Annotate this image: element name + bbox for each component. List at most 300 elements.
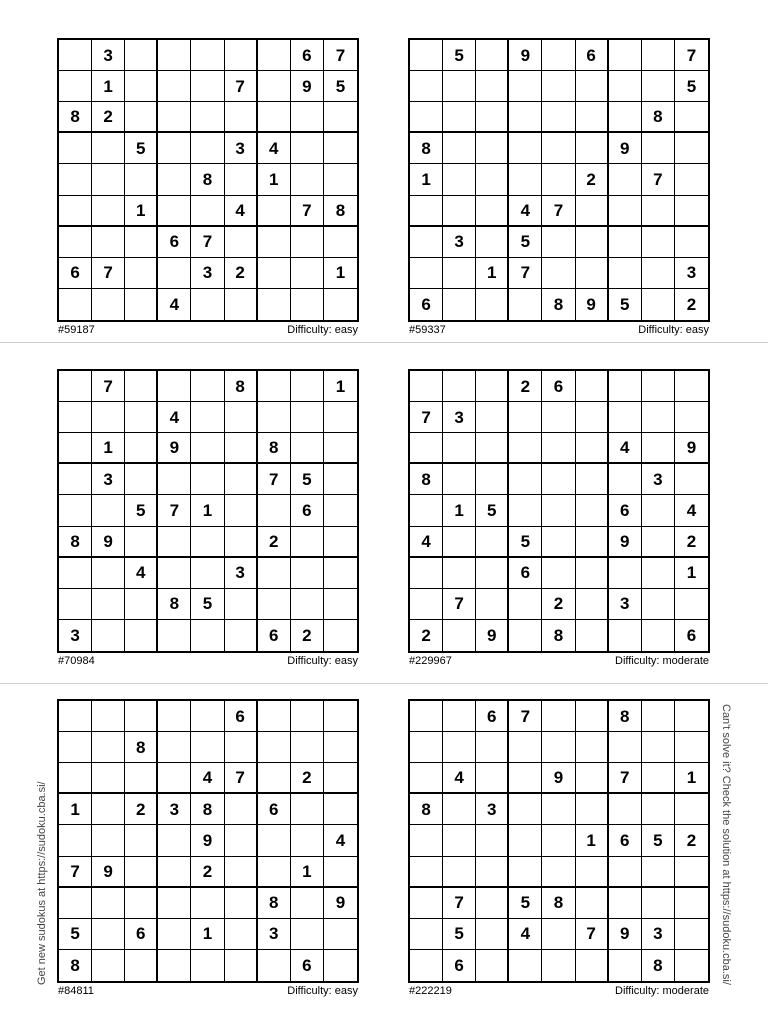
sudoku-cell [642,133,675,164]
sudoku-cell [576,527,609,558]
sudoku-cell [576,258,609,289]
sudoku-cell [158,102,191,133]
sudoku-cell [476,71,509,102]
sudoku-cell [59,40,92,71]
sudoku-cell [158,620,191,651]
sudoku-cell [476,825,509,856]
sudoku-cell: 8 [410,464,443,495]
sudoku-cell [59,133,92,164]
sudoku-cell [542,433,575,464]
sudoku-cell [258,196,291,227]
sudoku-cell [576,102,609,133]
sudoku-cell [158,558,191,589]
sudoku-cell [476,371,509,402]
sudoku-cell [542,495,575,526]
puzzle-id: #59187 [58,324,95,336]
sudoku-cell [59,732,92,763]
sudoku-cell [291,589,324,620]
sudoku-cell [191,527,224,558]
sudoku-cell [509,794,542,825]
sudoku-cell: 1 [324,258,357,289]
sudoku-cell: 7 [509,258,542,289]
sudoku-puzzle-4 [408,369,710,667]
sudoku-cell [443,732,476,763]
sudoku-cell: 6 [291,495,324,526]
sudoku-cell [542,857,575,888]
sudoku-cell: 1 [191,495,224,526]
sudoku-cell: 9 [92,527,125,558]
sudoku-cell [92,495,125,526]
sudoku-cell: 3 [642,464,675,495]
sudoku-cell [576,558,609,589]
sudoku-cell [509,464,542,495]
sudoku-cell: 7 [609,763,642,794]
sudoku-cell: 5 [59,919,92,950]
sudoku-cell [191,620,224,651]
sudoku-cell [476,888,509,919]
sudoku-cell [410,888,443,919]
sudoku-cell: 9 [542,763,575,794]
sudoku-cell [125,888,158,919]
sudoku-cell: 8 [324,196,357,227]
sudoku-cell: 7 [92,371,125,402]
sudoku-cell [576,71,609,102]
sudoku-cell [675,950,708,981]
sudoku-cell: 1 [675,558,708,589]
sudoku-cell [158,919,191,950]
sudoku-cell: 9 [609,133,642,164]
sudoku-cell [191,732,224,763]
sudoku-cell [443,558,476,589]
sudoku-cell [225,589,258,620]
sudoku-cell [291,558,324,589]
sudoku-cell: 3 [92,40,125,71]
sudoku-cell [476,433,509,464]
sudoku-cell [191,40,224,71]
sudoku-cell [476,763,509,794]
sudoku-cell [59,71,92,102]
sudoku-cell [609,40,642,71]
sudoku-cell: 2 [576,164,609,195]
sudoku-cell [576,701,609,732]
sudoku-cell [542,919,575,950]
puzzle-id: #84811 [58,985,94,997]
sudoku-cell [476,196,509,227]
sudoku-cell [125,464,158,495]
sudoku-cell [609,620,642,651]
sudoku-cell [509,825,542,856]
sudoku-cell [642,701,675,732]
sudoku-cell [158,464,191,495]
puzzle-footer [408,655,710,667]
sudoku-cell: 2 [509,371,542,402]
sudoku-cell [410,558,443,589]
sudoku-cell: 3 [476,794,509,825]
sudoku-cell: 4 [509,196,542,227]
sudoku-cell [542,133,575,164]
sudoku-cell [191,289,224,320]
sudoku-cell [642,589,675,620]
sudoku-cell: 6 [410,289,443,320]
sudoku-cell: 6 [686,625,697,645]
sudoku-cell [59,402,92,433]
sudoku-cell [191,433,224,464]
sudoku-cell: 7 [675,40,708,71]
sudoku-cell [324,919,357,950]
sudoku-cell: 6 [291,40,324,71]
sudoku-cell [609,371,642,402]
sudoku-cell: 8 [125,732,158,763]
sudoku-cell: 1 [576,825,609,856]
sudoku-cell [125,258,158,289]
sudoku-cell: 3 [443,402,476,433]
sudoku-cell [476,402,509,433]
sudoku-cell [191,196,224,227]
sudoku-cell [158,71,191,102]
sudoku-cell [642,620,675,651]
sudoku-cell [509,71,542,102]
sudoku-cell [542,102,575,133]
sudoku-cell [410,227,443,258]
sudoku-cell [158,371,191,402]
sudoku-cell [125,527,158,558]
sudoku-cell [576,589,609,620]
sudoku-cell [291,732,324,763]
sudoku-cell: 6 [443,950,476,981]
sudoku-cell: 4 [258,133,291,164]
sudoku-cell: 5 [509,527,542,558]
sudoku-cell: 9 [191,825,224,856]
sudoku-grid [408,38,710,322]
sudoku-cell: 8 [158,589,191,620]
sudoku-cell [191,888,224,919]
sudoku-cell: 7 [542,196,575,227]
sudoku-cell: 8 [410,133,443,164]
sudoku-cell [675,464,708,495]
sudoku-cell [191,701,224,732]
sudoku-cell [291,527,324,558]
sudoku-cell: 3 [225,133,258,164]
sudoku-cell: 7 [92,258,125,289]
sudoku-cell: 2 [675,527,708,558]
sudoku-cell [324,464,357,495]
sudoku-cell: 8 [59,950,92,981]
sudoku-cell [158,825,191,856]
puzzle-difficulty: Difficulty: easy [287,655,358,667]
sudoku-cell: 6 [258,620,291,651]
sudoku-cell [410,196,443,227]
sudoku-cell [410,40,443,71]
sudoku-cell [410,433,443,464]
sudoku-puzzle-3 [57,369,359,667]
sudoku-cell [125,227,158,258]
sudoku-cell [125,825,158,856]
sudoku-cell [225,620,258,651]
sudoku-cell [576,495,609,526]
sudoku-cell [476,919,509,950]
sudoku-cell [158,164,191,195]
sudoku-cell: 5 [125,495,158,526]
sudoku-cell [642,40,675,71]
sudoku-cell [443,857,476,888]
puzzle-id: #70984 [58,655,95,667]
sudoku-cell [642,558,675,589]
sudoku-puzzle-1 [57,38,359,336]
sudoku-cell [542,71,575,102]
sudoku-cell [158,133,191,164]
sudoku-cell [92,196,125,227]
sudoku-cell [191,102,224,133]
sudoku-cell [59,433,92,464]
puzzle-footer [408,985,710,997]
sudoku-cell [291,888,324,919]
sudoku-cell [576,133,609,164]
sudoku-cell [675,164,708,195]
sudoku-cell: 7 [410,402,443,433]
sudoku-cell [92,919,125,950]
sudoku-cell: 7 [59,857,92,888]
puzzle-difficulty: Difficulty: moderate [615,655,709,667]
sudoku-cell [542,527,575,558]
sudoku-cell [609,164,642,195]
sudoku-cell [92,402,125,433]
puzzle-difficulty: Difficulty: easy [638,324,709,336]
sudoku-cell [291,102,324,133]
sudoku-cell: 4 [443,763,476,794]
sudoku-cell: 8 [258,888,291,919]
puzzle-footer [57,324,359,336]
sudoku-cell: 7 [324,40,357,71]
sudoku-cell: 6 [609,825,642,856]
sudoku-cell: 6 [125,919,158,950]
sudoku-cell [258,857,291,888]
sudoku-cell [125,164,158,195]
sudoku-cell [258,71,291,102]
sudoku-cell [258,495,291,526]
sudoku-cell [158,196,191,227]
sudoku-cell [542,558,575,589]
sudoku-cell [410,825,443,856]
sudoku-cell: 2 [258,527,291,558]
sudoku-cell [59,888,92,919]
sudoku-cell [291,289,324,320]
sudoku-cell [576,433,609,464]
sudoku-cell [609,402,642,433]
sudoku-cell: 4 [158,289,191,320]
sudoku-cell [59,589,92,620]
sudoku-cell [609,464,642,495]
sudoku-cell [443,71,476,102]
sudoku-grid [408,699,710,983]
sudoku-cell: 5 [291,464,324,495]
sudoku-cell [509,495,542,526]
separator-line [0,342,768,343]
sudoku-cell: 7 [225,763,258,794]
sudoku-cell [576,402,609,433]
sudoku-cell: 6 [158,227,191,258]
sudoku-cell [609,196,642,227]
sudoku-cell [324,950,357,981]
sudoku-cell [642,794,675,825]
sudoku-cell [258,289,291,320]
sudoku-cell [443,620,476,651]
sudoku-cell: 7 [225,71,258,102]
sudoku-cell [443,102,476,133]
sudoku-cell: 5 [476,495,509,526]
sudoku-cell: 1 [92,71,125,102]
sudoku-cell [225,888,258,919]
sudoku-cell [125,102,158,133]
sudoku-cell: 4 [125,558,158,589]
sudoku-cell: 6 [59,258,92,289]
sudoku-cell: 7 [509,701,542,732]
sudoku-cell [642,71,675,102]
sudoku-cell [476,102,509,133]
sudoku-cell [675,133,708,164]
sudoku-cell [509,763,542,794]
sudoku-cell [410,371,443,402]
sudoku-cell [59,196,92,227]
sudoku-cell: 3 [191,258,224,289]
sudoku-cell [609,71,642,102]
sudoku-cell [576,464,609,495]
sudoku-cell [324,558,357,589]
sudoku-cell: 7 [291,196,324,227]
side-note-right: Can't solve it? Check the solution at https://sudoku.cba.si/ [720,704,732,985]
sudoku-cell [291,402,324,433]
sudoku-cell: 9 [675,433,708,464]
sudoku-cell: 5 [609,289,642,320]
sudoku-cell [158,527,191,558]
sudoku-cell [509,857,542,888]
sudoku-cell: 7 [642,164,675,195]
sudoku-cell: 2 [225,258,258,289]
sudoku-cell [59,825,92,856]
sudoku-cell: 6 [291,950,324,981]
sudoku-cell [324,527,357,558]
sudoku-cell [225,289,258,320]
sudoku-cell: 2 [410,620,443,651]
sudoku-cell: 8 [609,701,642,732]
puzzle-id: #222219 [409,985,452,997]
sudoku-cell: 1 [410,164,443,195]
sudoku-cell: 9 [609,919,642,950]
sudoku-cell [675,227,708,258]
sudoku-cell [225,527,258,558]
sudoku-cell [642,371,675,402]
sudoku-cell [675,102,708,133]
sudoku-cell: 3 [443,227,476,258]
sudoku-cell: 5 [443,40,476,71]
sudoku-cell: 6 [509,558,542,589]
puzzle-footer [57,655,359,667]
sudoku-cell: 8 [225,371,258,402]
sudoku-cell [92,558,125,589]
sudoku-cell [92,701,125,732]
sudoku-cell [125,701,158,732]
sudoku-cell: 3 [225,558,258,589]
sudoku-cell [324,857,357,888]
sudoku-cell: 4 [324,825,357,856]
sudoku-grid [57,369,359,653]
sudoku-cell [258,371,291,402]
sudoku-grid [57,699,359,983]
sudoku-cell [443,433,476,464]
sudoku-cell [258,589,291,620]
sudoku-cell [225,919,258,950]
sudoku-cell [225,950,258,981]
sudoku-cell: 1 [675,763,708,794]
sudoku-cell [675,919,708,950]
sudoku-cell [324,495,357,526]
sudoku-cell [158,258,191,289]
puzzle-id: #59337 [409,324,446,336]
sudoku-cell [509,589,542,620]
sudoku-cell: 1 [443,495,476,526]
sudoku-cell [225,464,258,495]
sudoku-cell: 8 [642,950,675,981]
sudoku-cell [576,888,609,919]
sudoku-cell [59,495,92,526]
sudoku-cell: 5 [509,227,542,258]
sudoku-cell [258,258,291,289]
sudoku-cell [225,102,258,133]
sudoku-cell [125,371,158,402]
sudoku-cell [92,227,125,258]
sudoku-cell [291,825,324,856]
sudoku-cell [443,258,476,289]
sudoku-cell [291,371,324,402]
sudoku-cell [291,164,324,195]
sudoku-cell: 5 [443,919,476,950]
sudoku-cell [642,763,675,794]
sudoku-cell: 7 [191,227,224,258]
sudoku-cell [125,433,158,464]
sudoku-cell [642,289,675,320]
sudoku-cell: 8 [59,527,92,558]
sudoku-cell [158,763,191,794]
sudoku-cell [675,888,708,919]
sudoku-cell: 8 [542,620,575,651]
sudoku-cell [542,164,575,195]
sudoku-cell [609,258,642,289]
sudoku-cell: 3 [675,258,708,289]
sudoku-cell [324,589,357,620]
sudoku-cell: 9 [509,40,542,71]
sudoku-cell [542,258,575,289]
sudoku-cell [410,102,443,133]
sudoku-cell [542,402,575,433]
sudoku-cell [92,950,125,981]
sudoku-cell: 8 [258,433,291,464]
sudoku-cell [509,620,542,651]
sudoku-cell [125,71,158,102]
sudoku-cell [291,133,324,164]
sudoku-cell [324,732,357,763]
sudoku-cell [59,763,92,794]
sudoku-cell: 4 [191,763,224,794]
sudoku-cell: 7 [576,919,609,950]
sudoku-cell: 1 [291,857,324,888]
sudoku-cell [675,196,708,227]
sudoku-cell [291,794,324,825]
sudoku-cell [125,289,158,320]
sudoku-cell: 6 [476,701,509,732]
sudoku-cell [609,950,642,981]
sudoku-cell [324,227,357,258]
sudoku-cell: 1 [476,258,509,289]
sudoku-cell [59,701,92,732]
